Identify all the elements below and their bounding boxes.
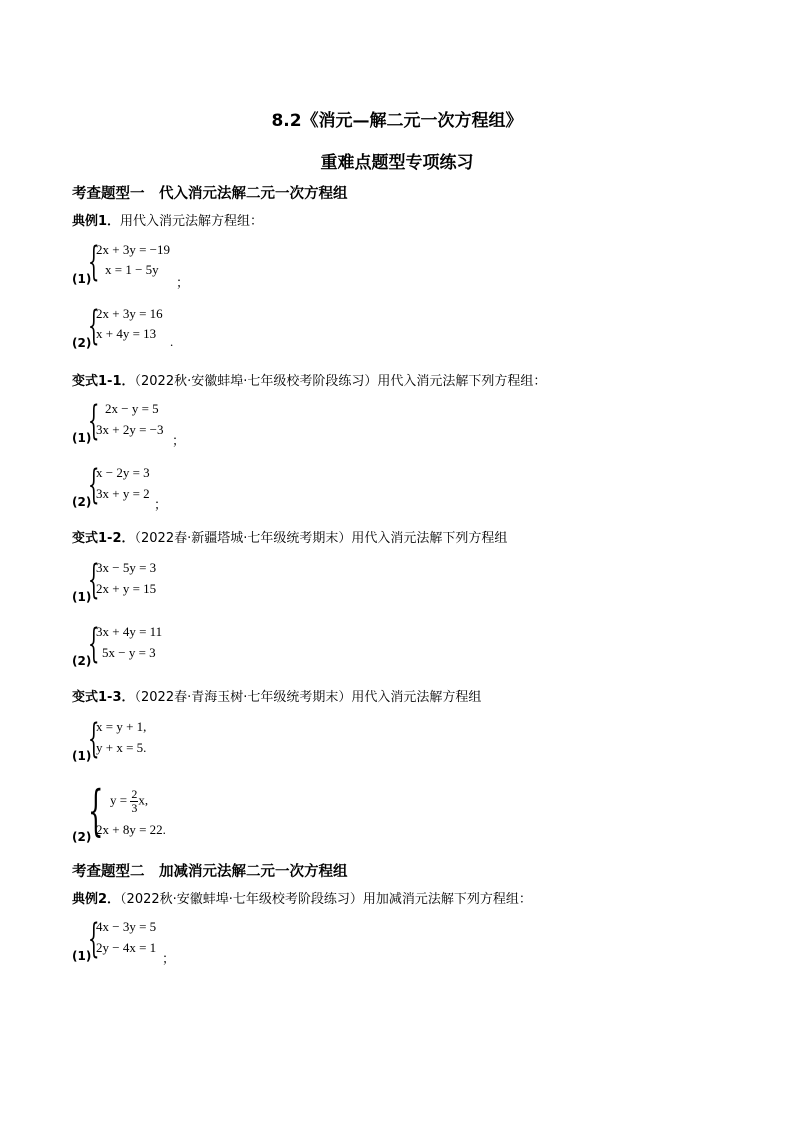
brace-icon: {	[88, 303, 100, 349]
end-punct: ；	[172, 433, 186, 448]
part-label: (2)	[72, 495, 92, 509]
equation: x = y + 1,	[96, 719, 147, 734]
document-title: 8.2《消元—解二元一次方程组》	[271, 111, 523, 131]
question-prefix: 变式1-2．	[72, 531, 135, 546]
equation-system	[72, 303, 272, 356]
brace-icon: {	[88, 462, 100, 508]
question-text: （2022春·新疆塔城·七年级统考期末）用代入消元法解下列方程组	[134, 531, 508, 546]
question-text: （2022春·青海玉树·七年级统考期末）用代入消元法解方程组	[134, 690, 482, 705]
question-prefix: 变式1-3．	[72, 690, 135, 705]
fraction-denominator: 3	[131, 801, 138, 815]
part-label: (1)	[72, 749, 92, 763]
equation: 3x + 2y = −3	[96, 422, 164, 437]
equation-system	[72, 621, 272, 674]
question-prefix: 典例2．	[72, 892, 121, 907]
document-subtitle: 重难点题型专项练习	[320, 153, 474, 173]
question-prefix: 变式1-1．	[72, 374, 135, 389]
question-text: （2022秋·安徽蚌埠·七年级校考阶段练习）用加减消元法解下列方程组：	[120, 892, 532, 907]
brace-icon: {	[88, 716, 100, 762]
equation-system	[72, 239, 272, 292]
equation: x + 4y = 13	[96, 326, 157, 341]
part-label: (1)	[72, 590, 92, 604]
equation-system	[72, 557, 272, 610]
equation: 3x − 5y = 3	[96, 560, 157, 575]
equation: 3x + y = 2	[96, 486, 150, 501]
part-label: (2)	[72, 830, 92, 844]
question-prefix: 典例1．	[72, 214, 121, 229]
equation-part: x,	[138, 792, 149, 808]
part-label: (1)	[72, 949, 92, 963]
equation: 3x + 4y = 11	[96, 624, 163, 639]
equation: 2x + 8y = 22.	[96, 822, 166, 837]
end-punct: .	[170, 334, 174, 349]
part-label: (1)	[72, 272, 92, 286]
equation: 2x + 3y = 16	[96, 306, 163, 321]
section-heading-1: 考查题型一 代入消元法解二元一次方程组	[72, 186, 348, 202]
equation: 2x + y = 15	[96, 581, 157, 596]
equation: 4x − 3y = 5	[96, 919, 157, 934]
brace-icon: {	[88, 916, 100, 962]
question-text: （2022秋·安徽蚌埠·七年级校考阶段练习）用代入消元法解下列方程组：	[134, 374, 547, 389]
equation-system	[72, 779, 272, 846]
equation-system	[72, 462, 272, 515]
end-punct: ；	[154, 497, 168, 512]
variant-1-3-question	[72, 686, 481, 705]
brace-icon: {	[88, 557, 100, 603]
equation-system	[72, 716, 272, 769]
end-punct: ；	[176, 275, 190, 290]
equation-part: y =	[110, 792, 131, 808]
variant-1-2-question	[72, 527, 507, 546]
equation: x = 1 − 5y	[105, 262, 159, 277]
equation: y + x = 5.	[96, 740, 147, 755]
equation	[110, 788, 148, 815]
brace-icon: {	[88, 398, 100, 444]
question-text: 用代入消元法解方程组：	[120, 214, 264, 229]
part-label: (2)	[72, 654, 92, 668]
example-1-question	[72, 210, 263, 229]
equation: 2x + 3y = −19	[96, 242, 170, 257]
variant-1-1-question	[72, 370, 546, 389]
section-heading-2: 考查题型二 加减消元法解二元一次方程组	[72, 864, 348, 880]
equation: 2y − 4x = 1	[96, 940, 157, 955]
equation: x − 2y = 3	[96, 465, 150, 480]
brace-icon: {	[88, 621, 100, 667]
equation: 5x − y = 3	[102, 645, 156, 660]
brace-icon: {	[88, 779, 104, 842]
brace-icon: {	[88, 239, 100, 285]
example-2-question	[72, 888, 532, 907]
equation-system	[72, 398, 272, 451]
part-label: (1)	[72, 431, 92, 445]
part-label: (2)	[72, 336, 92, 350]
equation-system	[72, 916, 272, 969]
end-punct: ；	[162, 951, 176, 966]
equation: 2x − y = 5	[105, 401, 159, 416]
fraction-numerator: 2	[131, 787, 138, 801]
